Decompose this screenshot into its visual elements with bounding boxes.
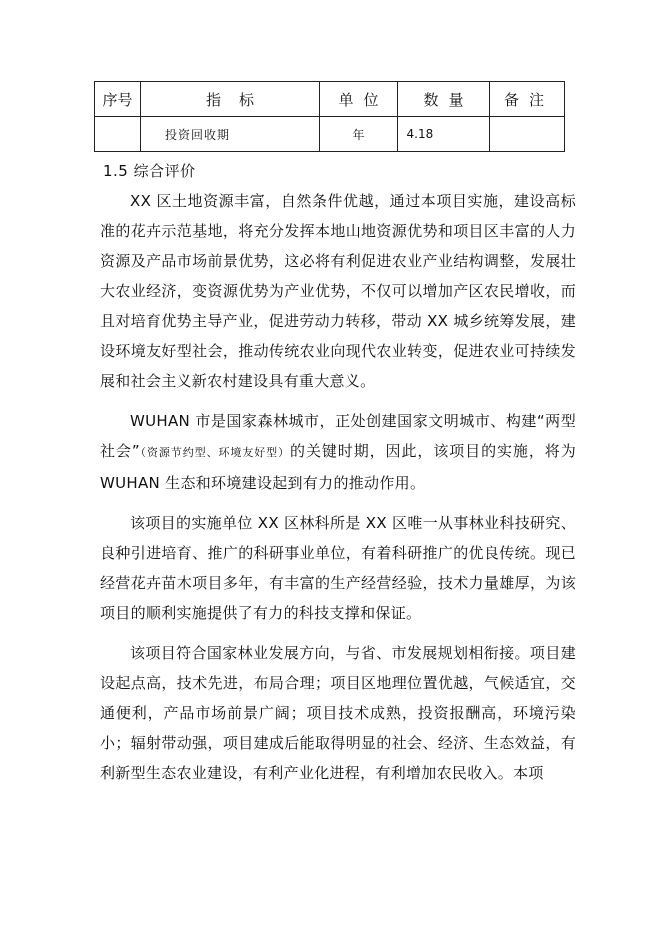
header-unit: 单位 <box>320 82 398 117</box>
body-text <box>100 186 576 798</box>
cell-seq <box>95 117 141 152</box>
cell-indicator: 投资回收期 <box>141 117 320 152</box>
paragraph-2-part-2: （资源节约型、环境友好型） <box>139 446 291 459</box>
indicator-table <box>94 81 565 152</box>
paragraph-2-part-3: 的关键时期，因此，该项目的实施，将为 WUHAN 生态和环境建设起到有力的推动作用。 <box>100 442 577 492</box>
table-header-row <box>95 82 565 117</box>
table-row <box>95 117 565 152</box>
header-indicator: 指标 <box>141 82 320 117</box>
paragraph-1: XX 区土地资源丰富，自然条件优越，通过本项目实施，建设高标准的花卉示范基地，将充分发挥本地山地资源优势和项目区丰富的人力资源及产品市场前景优势，这必将有利促进农业产业结构调整，发展壮大农业经济，变资源优势为产业优势，不仅可以增加产区农民增收，而且对培育优势主导产业，促进劳动力转移，带动 XX 城乡统筹发展，建设环境友好型社会，推动传统农业向现代农业转变，促进农业可持续发展和社会主义新农村建设具有重大意义。 <box>100 192 576 390</box>
header-quantity: 数量 <box>398 82 490 117</box>
paragraph-3: 该项目的实施单位 XX 区林科所是 XX 区唯一从事林业科技研究、良种引进培育、推广的科研事业单位，有着科研推广的优良传统。现已经营花卉苗木项目多年，有丰富的生产经营经验，技术力量雄厚，为该项目的顺利实施提供了有力的科技支撑和保证。 <box>100 514 576 622</box>
header-seq: 序号 <box>95 82 141 117</box>
cell-quantity: 4.18 <box>398 117 490 152</box>
paragraph-2-part-1: WUHAN 市是国家森林城市，正处创建国家文明城市、构建“两型社会” <box>100 412 576 460</box>
cell-unit: 年 <box>320 117 398 152</box>
paragraph-2 <box>100 406 576 498</box>
cell-note <box>490 117 565 152</box>
section-heading: 1.5 综合评价 <box>103 162 196 180</box>
paragraph-4: 该项目符合国家林业发展方向，与省、市发展规划相衔接。项目建设起点高，技术先进，布局合理；项目区地理位置优越，气候适宜，交通便利，产品市场前景广阔；项目技术成熟，投资报酬高，环境污染小；辐射带动强，项目建成后能取得明显的社会、经济、生态效益，有利新型生态农业建设，有利产业化进程，有利增加农民收入。本项 <box>100 644 576 782</box>
header-note: 备注 <box>490 82 565 117</box>
